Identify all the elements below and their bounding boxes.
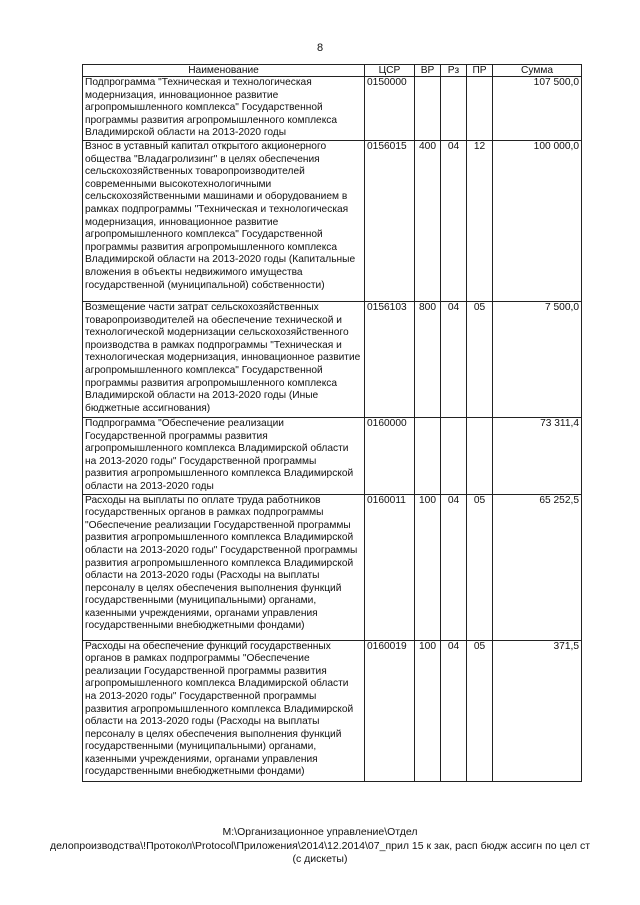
header-pr: ПР (467, 65, 493, 77)
header-sum: Сумма (493, 65, 582, 77)
table-header-row (83, 65, 582, 77)
row-pr: 12 (467, 140, 493, 301)
file-path-footer (40, 826, 600, 867)
row-sum: 107 500,0 (493, 77, 582, 141)
table-row (83, 140, 582, 301)
row-rz: 04 (441, 640, 467, 781)
table-row (83, 640, 582, 781)
footer-line-1: М:\Организационное управление\Отдел (222, 826, 418, 838)
row-sum: 65 252,5 (493, 494, 582, 640)
row-csr: 0150000 (365, 77, 415, 141)
header-csr: ЦСР (365, 65, 415, 77)
row-sum: 73 311,4 (493, 417, 582, 494)
row-sum: 371,5 (493, 640, 582, 781)
row-name: Подпрограмма "Техническая и технологическая модернизация, инновационное развитие агропромышленного комплекса" Государственной программы развития агропромышленного комплекса Владимирской области на 2013-2020 годы (83, 77, 365, 141)
footer-line-2: делопроизводства\!Протокол\Protocol\Приложения\2014\12.2014\07_прил 15 к зак, расп бюдж ассигн по цел ст (49, 839, 591, 852)
table-row (83, 77, 582, 141)
row-vr (415, 417, 441, 494)
row-csr: 0160011 (365, 494, 415, 640)
header-vr: ВР (415, 65, 441, 77)
row-csr: 0156103 (365, 301, 415, 417)
row-vr (415, 77, 441, 141)
row-pr (467, 417, 493, 494)
row-vr: 800 (415, 301, 441, 417)
row-pr: 05 (467, 640, 493, 781)
footer-line-3: (с дискеты) (292, 853, 348, 865)
row-sum: 100 000,0 (493, 140, 582, 301)
row-name: Расходы на обеспечение функций государственных органов в рамках подпрограммы "Обеспечение реализации Государственной программы развития агропромышленного комплекса Владимирской области на 2013-2020 годы" Государственной программы развития агропромышленного комплекса Владимирской области на 2013-2020 годы (Расходы на выплаты персоналу в целях обеспечения выполнения функций государственными (муниципальными) органами, казенными учреждениями, органами управления государственными внебюджетными фондами) (83, 640, 365, 781)
row-csr: 0160019 (365, 640, 415, 781)
table-row (83, 494, 582, 640)
table-row (83, 417, 582, 494)
row-rz: 04 (441, 301, 467, 417)
budget-table (82, 64, 582, 782)
row-csr: 0160000 (365, 417, 415, 494)
page-number: 8 (316, 42, 324, 54)
row-name: Возмещение части затрат сельскохозяйственных товаропроизводителей на обеспечение технической и технологической модернизации сельскохозяйственного производства в рамках подпрограммы "Техническая и технологическая модернизация, инновационное развитие агропромышленного комплекса" Государственной программы развития агропромышленного комплекса Владимирской области на 2013-2020 годы (Иные бюджетные ассигнования) (83, 301, 365, 417)
table-row (83, 301, 582, 417)
row-pr: 05 (467, 494, 493, 640)
row-rz (441, 77, 467, 141)
row-name: Расходы на выплаты по оплате труда работников государственных органов в рамках подпрограммы "Обеспечение реализации Государственной программы развития агропромышленного комплекса Владимирской области на 2013-2020 годы" Государственной программы развития агропромышленного комплекса Владимирской области на 2013-2020 годы (Расходы на выплаты персоналу в целях обеспечения выполнения функций государственными (муниципальными) органами, казенными учреждениями, органами управления государственными внебюджетными фондами) (83, 494, 365, 640)
row-sum: 7 500,0 (493, 301, 582, 417)
row-name: Взнос в уставный капитал открытого акционерного общества "Владагролизинг" в целях обеспечения сельскохозяйственных товаропроизводителей современными высокотехнологичными сельскохозяйственными машинами и оборудованием в рамках подпрограммы "Техническая и технологическая модернизация, инновационное развитие агропромышленного комплекса" Государственной программы развития агропромышленного комплекса Владимирской области на 2013-2020 годы (Капитальные вложения в объекты недвижимого имущества государственной (муниципальной) собственности) (83, 140, 365, 301)
row-rz (441, 417, 467, 494)
row-csr: 0156015 (365, 140, 415, 301)
row-rz: 04 (441, 140, 467, 301)
row-vr: 100 (415, 494, 441, 640)
row-vr: 400 (415, 140, 441, 301)
row-rz: 04 (441, 494, 467, 640)
row-pr (467, 77, 493, 141)
header-name: Наименование (83, 65, 365, 77)
row-vr: 100 (415, 640, 441, 781)
row-name: Подпрограмма "Обеспечение реализации Государственной программы развития агропромышленного комплекса Владимирской области на 2013-2020 годы" Государственной программы развития агропромышленного комплекса Владимирской области на 2013-2020 годы (83, 417, 365, 494)
header-rz: Рз (441, 65, 467, 77)
row-pr: 05 (467, 301, 493, 417)
